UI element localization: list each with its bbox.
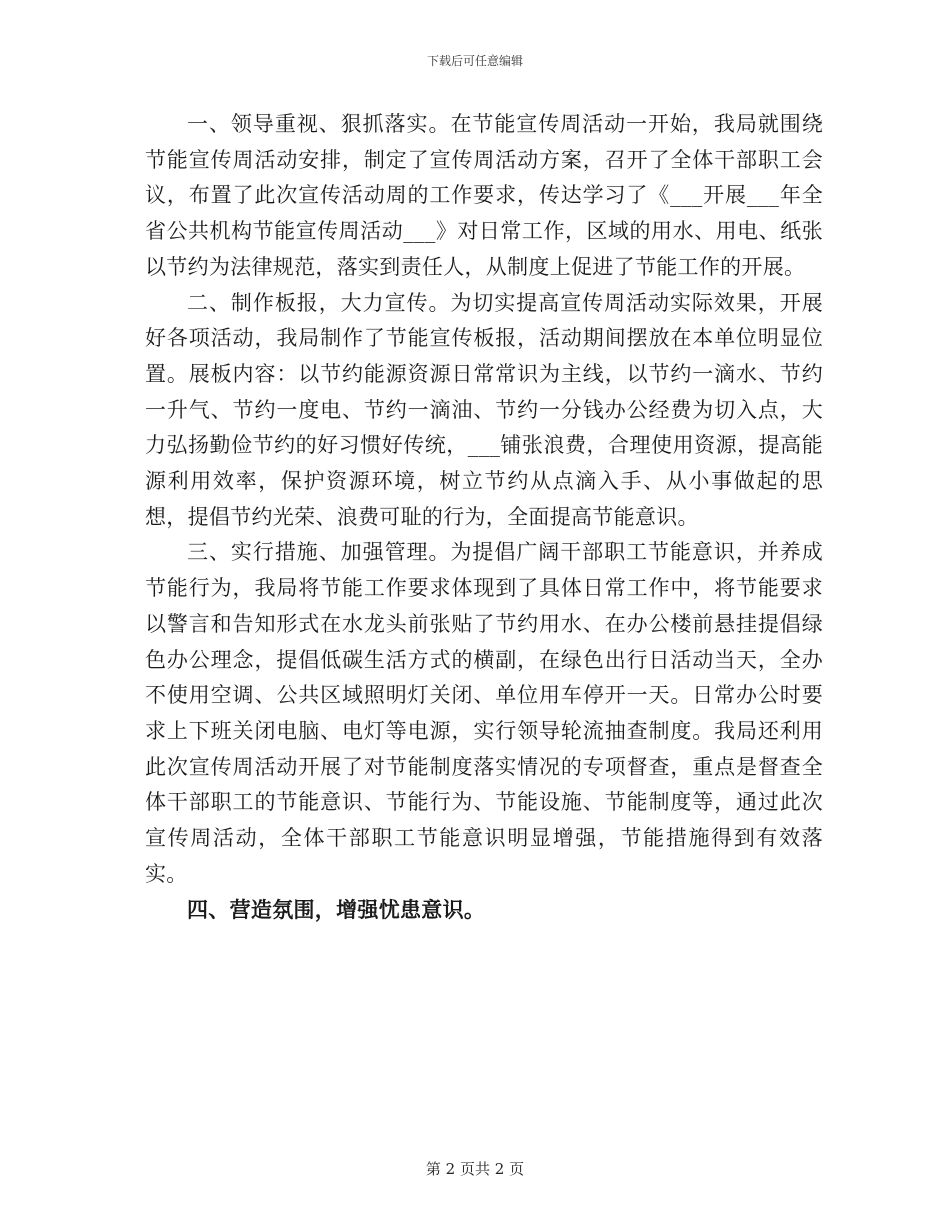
document-body xyxy=(145,107,823,928)
page-footer: 第 2 页共 2 页 xyxy=(425,1160,525,1178)
section-heading-4: 四、营造氛围，增强忧患意识。 xyxy=(187,897,486,923)
paragraph-1: 一、领导重视、狠抓落实。在节能宣传周活动一开始，我局就围绕节能宣传周活动安排，制定了宣传周活动方案，召开了全体干部职工会议，布置了此次宣传活动周的工作要求，传达学习了《___开展___年全省公共机构节能宣传周活动___》对日常工作，区域的用水、用电、纸张以节约为法律规范，落实到责任人，从制度上促进了节能工作的开展。 xyxy=(145,112,823,279)
page-header: 下载后可任意编辑 xyxy=(426,54,523,68)
paragraph-3: 三、实行措施、加强管理。为提倡广阔干部职工节能意识，并养成节能行为，我局将节能工作要求体现到了具体日常工作中，将节能要求以警言和告知形式在水龙头前张贴了节约用水、在办公楼前悬挂提倡绿色办公理念，提倡低碳生活方式的横副，在绿色出行日活动当天，全办不使用空调、公共区域照明灯关闭、单位用车停开一天。日常办公时要求上下班关闭电脑、电灯等电源，实行领导轮流抽查制度。我局还利用此次宣传周活动开展了对节能制度落实情况的专项督查，重点是督查全体干部职工的节能意识、节能行为、节能设施、节能制度等，通过此次宣传周活动，全体干部职工节能意识明显增强，节能措施得到有效落实。 xyxy=(145,540,823,886)
paragraph-2: 二、制作板报，大力宣传。为切实提高宣传周活动实际效果，开展好各项活动，我局制作了节能宣传板报，活动期间摆放在本单位明显位置。展板内容：以节约能源资源日常常识为主线，以节约一滴水、节约一升气、节约一度电、节约一滴油、节约一分钱办公经费为切入点，大力弘扬勤俭节约的好习惯好传统，___铺张浪费，合理使用资源，提高能源利用效率，保护资源环境，树立节约从点滴入手、从小事做起的思想，提倡节约光荣、浪费可耻的行为，全面提高节能意识。 xyxy=(145,290,823,529)
